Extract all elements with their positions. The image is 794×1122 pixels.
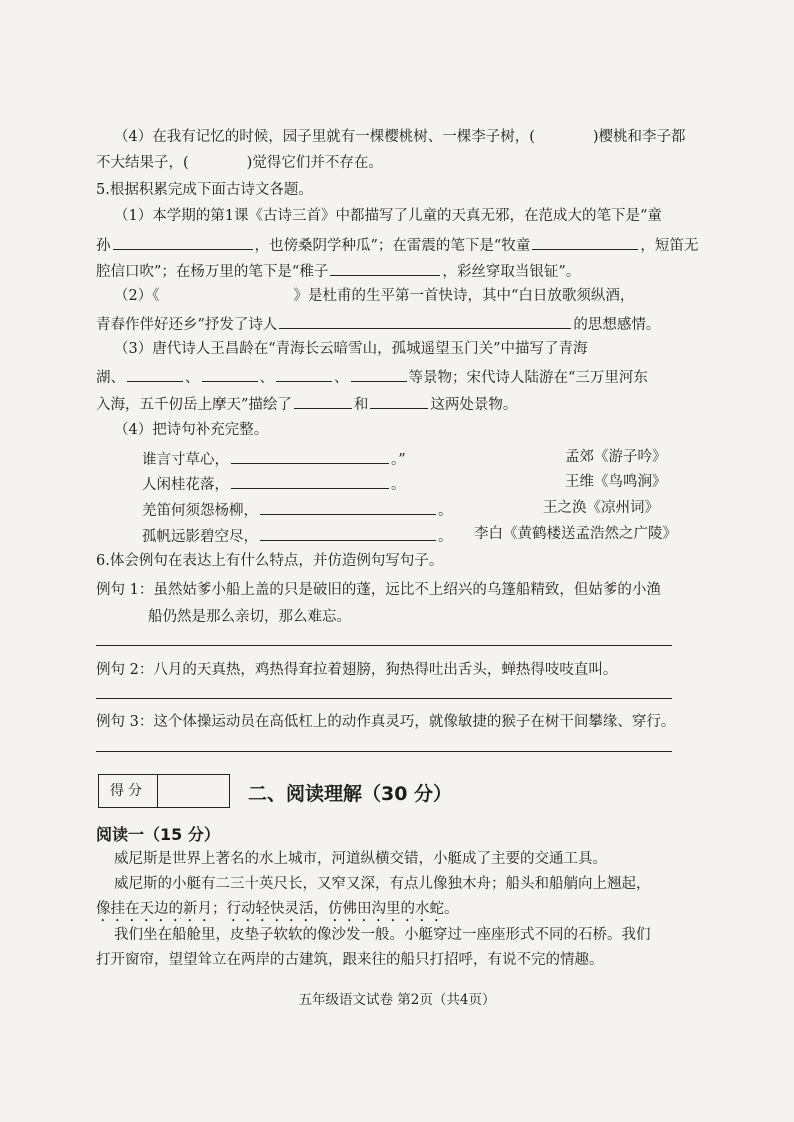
poem-blank-1[interactable] <box>231 447 389 464</box>
q5-text: 入海，五千仞岳上摩天”描绘了 <box>96 397 292 413</box>
q4-text: 不大结果子，( <box>96 155 189 171</box>
page-footer: 五年级语文试卷 第2页（共4页） <box>298 992 496 1008</box>
poem-start: 谁言寸草心， <box>142 452 229 468</box>
q5-text: （2）《 <box>114 288 160 304</box>
q6-answer-line-2[interactable] <box>96 698 672 699</box>
q6-answer-line-1[interactable] <box>96 645 672 646</box>
passage-text: 。 <box>444 901 459 917</box>
poem-blank-4[interactable] <box>260 524 436 541</box>
q5-text: 、 <box>334 370 349 386</box>
q5-text: 、 <box>259 370 274 386</box>
q5-1-line-2 <box>96 233 698 256</box>
q5-text: 青春作伴好还乡”抒发了诗人 <box>96 317 278 333</box>
poem-end: 。 <box>438 529 453 545</box>
q4-text: )樱桃和李子都 <box>592 129 686 145</box>
q5-text: 孙 <box>96 238 111 254</box>
q5-text: 、 <box>185 370 200 386</box>
q5-3-blank-1[interactable] <box>127 365 183 382</box>
q6-example-2: 例句 2：八月的天真热，鸡热得耷拉着翅膀，狗热得吐出舌头，蝉热得吱吱直叫。 <box>96 662 618 678</box>
q5-3-blank-3[interactable] <box>276 365 332 382</box>
q5-text: 等景物；宋代诗人陆游在“三万里河东 <box>408 370 648 386</box>
q5-3-line-2 <box>96 365 648 388</box>
passage-para-3-line-2: 打开窗帘，望望耸立在两岸的古建筑，跟来往的船只打招呼，有说不完的情趣。 <box>96 952 604 968</box>
emphasized-phrase-1: 像挂在天边的新月 <box>96 901 212 917</box>
q5-3-blank-5[interactable] <box>294 392 352 409</box>
q5-text: 这两处景物。 <box>430 397 518 413</box>
poem-blank-2[interactable] <box>231 472 389 489</box>
q6-example-3: 例句 3：这个体操运动员在高低杠上的动作真灵巧，就像敏捷的猴子在树干间攀缘、穿行。 <box>96 714 676 730</box>
q5-1-blank-1[interactable] <box>113 233 253 250</box>
q5-3-blank-2[interactable] <box>202 365 258 382</box>
passage-text: ； <box>212 901 227 917</box>
score-box <box>98 774 230 808</box>
poem-start: 孤帆远影碧空尽， <box>142 529 258 545</box>
q5-text: 的思想感情。 <box>573 317 661 333</box>
poem-line-3 <box>142 498 453 521</box>
poem-author-3: 王之涣《凉州词》 <box>543 500 659 516</box>
poem-end: 。” <box>391 452 406 468</box>
q6-example-1-line-2: 船仍然是那么亲切，那么难忘。 <box>148 609 351 625</box>
q5-4-title: （4）把诗句补充完整。 <box>114 422 269 438</box>
q5-1-line-3 <box>96 259 580 282</box>
poem-line-1 <box>142 447 406 470</box>
reading-1-title: 阅读一（15 分） <box>96 825 220 844</box>
passage-para-2-line-1: 威尼斯的小艇有二三十英尺长，又窄又深，有点儿像独木舟；船头和船艄向上翘起， <box>114 876 651 892</box>
q5-text: 腔信口吹”；在杨万里的笔下是“稚子 <box>96 264 329 280</box>
q6-answer-line-3[interactable] <box>96 751 672 752</box>
poem-end: 。 <box>438 503 453 519</box>
poem-line-2 <box>142 472 406 495</box>
q5-2-line-1 <box>114 286 634 306</box>
q5-title: 5.根据积累完成下面古诗文各题。 <box>96 182 313 198</box>
emphasized-phrase-2: 行动轻快灵活，仿佛田沟里的水蛇 <box>226 901 444 917</box>
q5-text: 和 <box>353 397 369 413</box>
poem-start: 人闲桂花落， <box>142 477 229 493</box>
q4-line-2 <box>96 153 383 173</box>
poem-end: 。 <box>391 477 406 493</box>
poem-line-4 <box>142 524 453 547</box>
q6-example-1-line-1: 例句 1：虽然姑爹小船上盖的只是破旧的蓬，远比不上绍兴的乌篷船精致，但姑爹的小渔 <box>96 582 661 598</box>
q5-text: ，彩丝穿取当银钲”。 <box>442 264 581 280</box>
q5-3-line-3 <box>96 392 517 415</box>
q5-text: ，也傍桑阴学种瓜”；在雷震的笔下是“牧童 <box>254 238 531 254</box>
score-label: 得分 <box>99 775 158 807</box>
q6-title: 6.体会例句在表达上有什么特点，并仿造例句写句子。 <box>96 553 444 569</box>
passage-para-2-line-2 <box>96 899 459 925</box>
poem-author-2: 王维《鸟鸣涧》 <box>565 474 667 490</box>
section-title: 二、阅读理解（30 分） <box>248 783 453 805</box>
poem-blank-3[interactable] <box>260 498 436 515</box>
q5-2-blank[interactable] <box>279 312 571 329</box>
q5-1-blank-3[interactable] <box>330 259 440 276</box>
q5-text: ，短笛无 <box>640 238 699 254</box>
q5-3-line-1: （3）唐代诗人王昌龄在“青海长云暗雪山，孤城遥望玉门关”中描写了青海 <box>114 341 588 357</box>
q4-line-1 <box>114 127 686 147</box>
q5-text: 》是杜甫的生平第一首快诗，其中“白日放歌须纵酒， <box>293 288 635 304</box>
q5-1-line-1: （1）本学期的第1课《古诗三首》中都描写了儿童的天真无邪，在范成大的笔下是“童 <box>114 208 662 224</box>
poem-start: 羌笛何须怨杨柳， <box>142 503 258 519</box>
q5-3-blank-4[interactable] <box>351 365 407 382</box>
q5-1-blank-2[interactable] <box>532 233 638 250</box>
q5-text: 湖、 <box>96 370 125 386</box>
poem-author-1: 孟郊《游子吟》 <box>565 449 667 465</box>
q4-text: （4）在我有记忆的时候，园子里就有一棵樱桃树、一棵李子树，( <box>114 129 535 145</box>
poem-author-4: 李白《黄鹤楼送孟浩然之广陵》 <box>474 526 677 542</box>
q5-2-line-2 <box>96 312 660 335</box>
q4-text: )觉得它们并不存在。 <box>246 155 383 171</box>
passage-para-1: 威尼斯是世界上著名的水上城市，河道纵横交错，小艇成了主要的交通工具。 <box>114 851 607 867</box>
passage-para-3-line-1: 我们坐在船舱里，皮垫子软软的像沙发一般。小艇穿过一座座形式不同的石桥。我们 <box>114 927 651 943</box>
q5-3-blank-6[interactable] <box>370 392 428 409</box>
